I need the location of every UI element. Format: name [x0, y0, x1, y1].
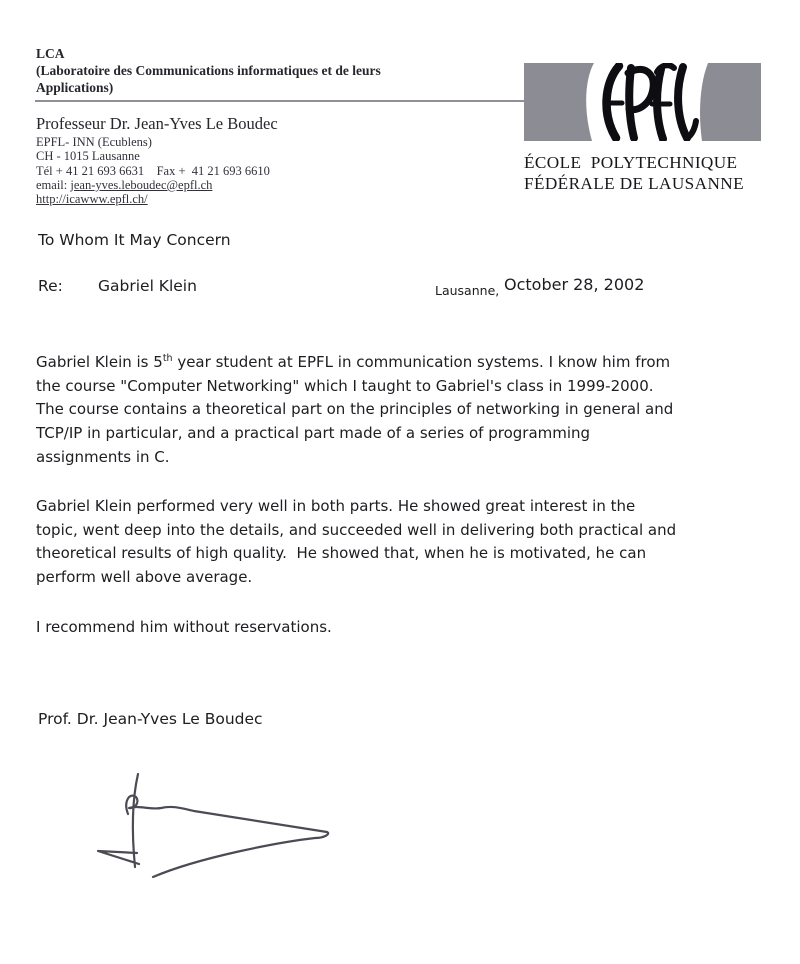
- ordinal-superscript: th: [162, 353, 173, 364]
- institution-name: [524, 152, 761, 194]
- body-line: assignments in C.: [36, 447, 170, 466]
- address-line-2: CH - 1015 Lausanne: [36, 149, 140, 164]
- website-line: [36, 193, 270, 207]
- paragraph-2: [36, 495, 676, 590]
- paragraph-1: [36, 347, 673, 470]
- body-line: perform well above average.: [36, 568, 253, 587]
- body-line-segment: year student at EPFL in communication systems. I know him from: [172, 353, 671, 371]
- body-line: Gabriel Klein performed very well in both parts. He showed great interest in the: [36, 497, 636, 515]
- email-line: [36, 179, 270, 193]
- email-link[interactable]: jean-yves.leboudec@epfl.ch: [70, 177, 213, 192]
- letter-date: October 28, 2002: [504, 275, 645, 294]
- website-link[interactable]: http://icawww.epfl.ch/: [36, 192, 148, 207]
- signature-icon: [88, 764, 343, 886]
- signature: [88, 764, 343, 891]
- lab-full-name-line2: Applications): [36, 80, 114, 95]
- epfl-logo-icon: [524, 63, 761, 141]
- letter-place: Lausanne,: [435, 283, 500, 298]
- professor-name: Professeur Dr. Jean-Yves Le Boudec: [36, 114, 278, 133]
- lab-full-name-line1: (Laboratoire des Communications informatiques et de leurs: [36, 63, 381, 78]
- institution-name-line2: FÉDÉRALE DE LAUSANNE: [524, 174, 744, 193]
- header-divider-rule: [35, 100, 524, 102]
- re-label: Re:: [38, 277, 63, 295]
- body-line: the course "Computer Networking" which I taught to Gabriel's class in 1999-2000.: [36, 376, 654, 395]
- body-line: [36, 347, 673, 375]
- body-line: TCP/IP in particular, and a practical part made of a series of programming: [36, 424, 591, 443]
- phone-fax-line: Tél + 41 21 693 6631 Fax + 41 21 693 6610: [36, 163, 270, 178]
- address-line-1: EPFL- INN (Ecublens): [36, 135, 152, 149]
- email-label: email:: [36, 177, 71, 192]
- lab-short-name: LCA: [36, 46, 65, 61]
- body-line-segment: Gabriel Klein is 5: [36, 353, 163, 371]
- body-line: topic, went deep into the details, and succeeded well in delivering both practical and: [36, 520, 677, 539]
- body-line: The course contains a theoretical part on the principles of networking in general and: [36, 400, 674, 419]
- re-subject: Gabriel Klein: [98, 277, 197, 295]
- epfl-logo: [524, 63, 761, 194]
- signoff-name: Prof. Dr. Jean-Yves Le Boudec: [38, 710, 263, 728]
- paragraph-3: I recommend him without reservations.: [36, 618, 332, 636]
- contact-block: [36, 136, 270, 207]
- salutation: To Whom It May Concern: [38, 231, 231, 249]
- body-line: theoretical results of high quality. He showed that, when he is motivated, he can: [36, 544, 647, 563]
- institution-name-line1: ÉCOLE POLYTECHNIQUE: [524, 153, 738, 172]
- lab-header: [36, 45, 516, 96]
